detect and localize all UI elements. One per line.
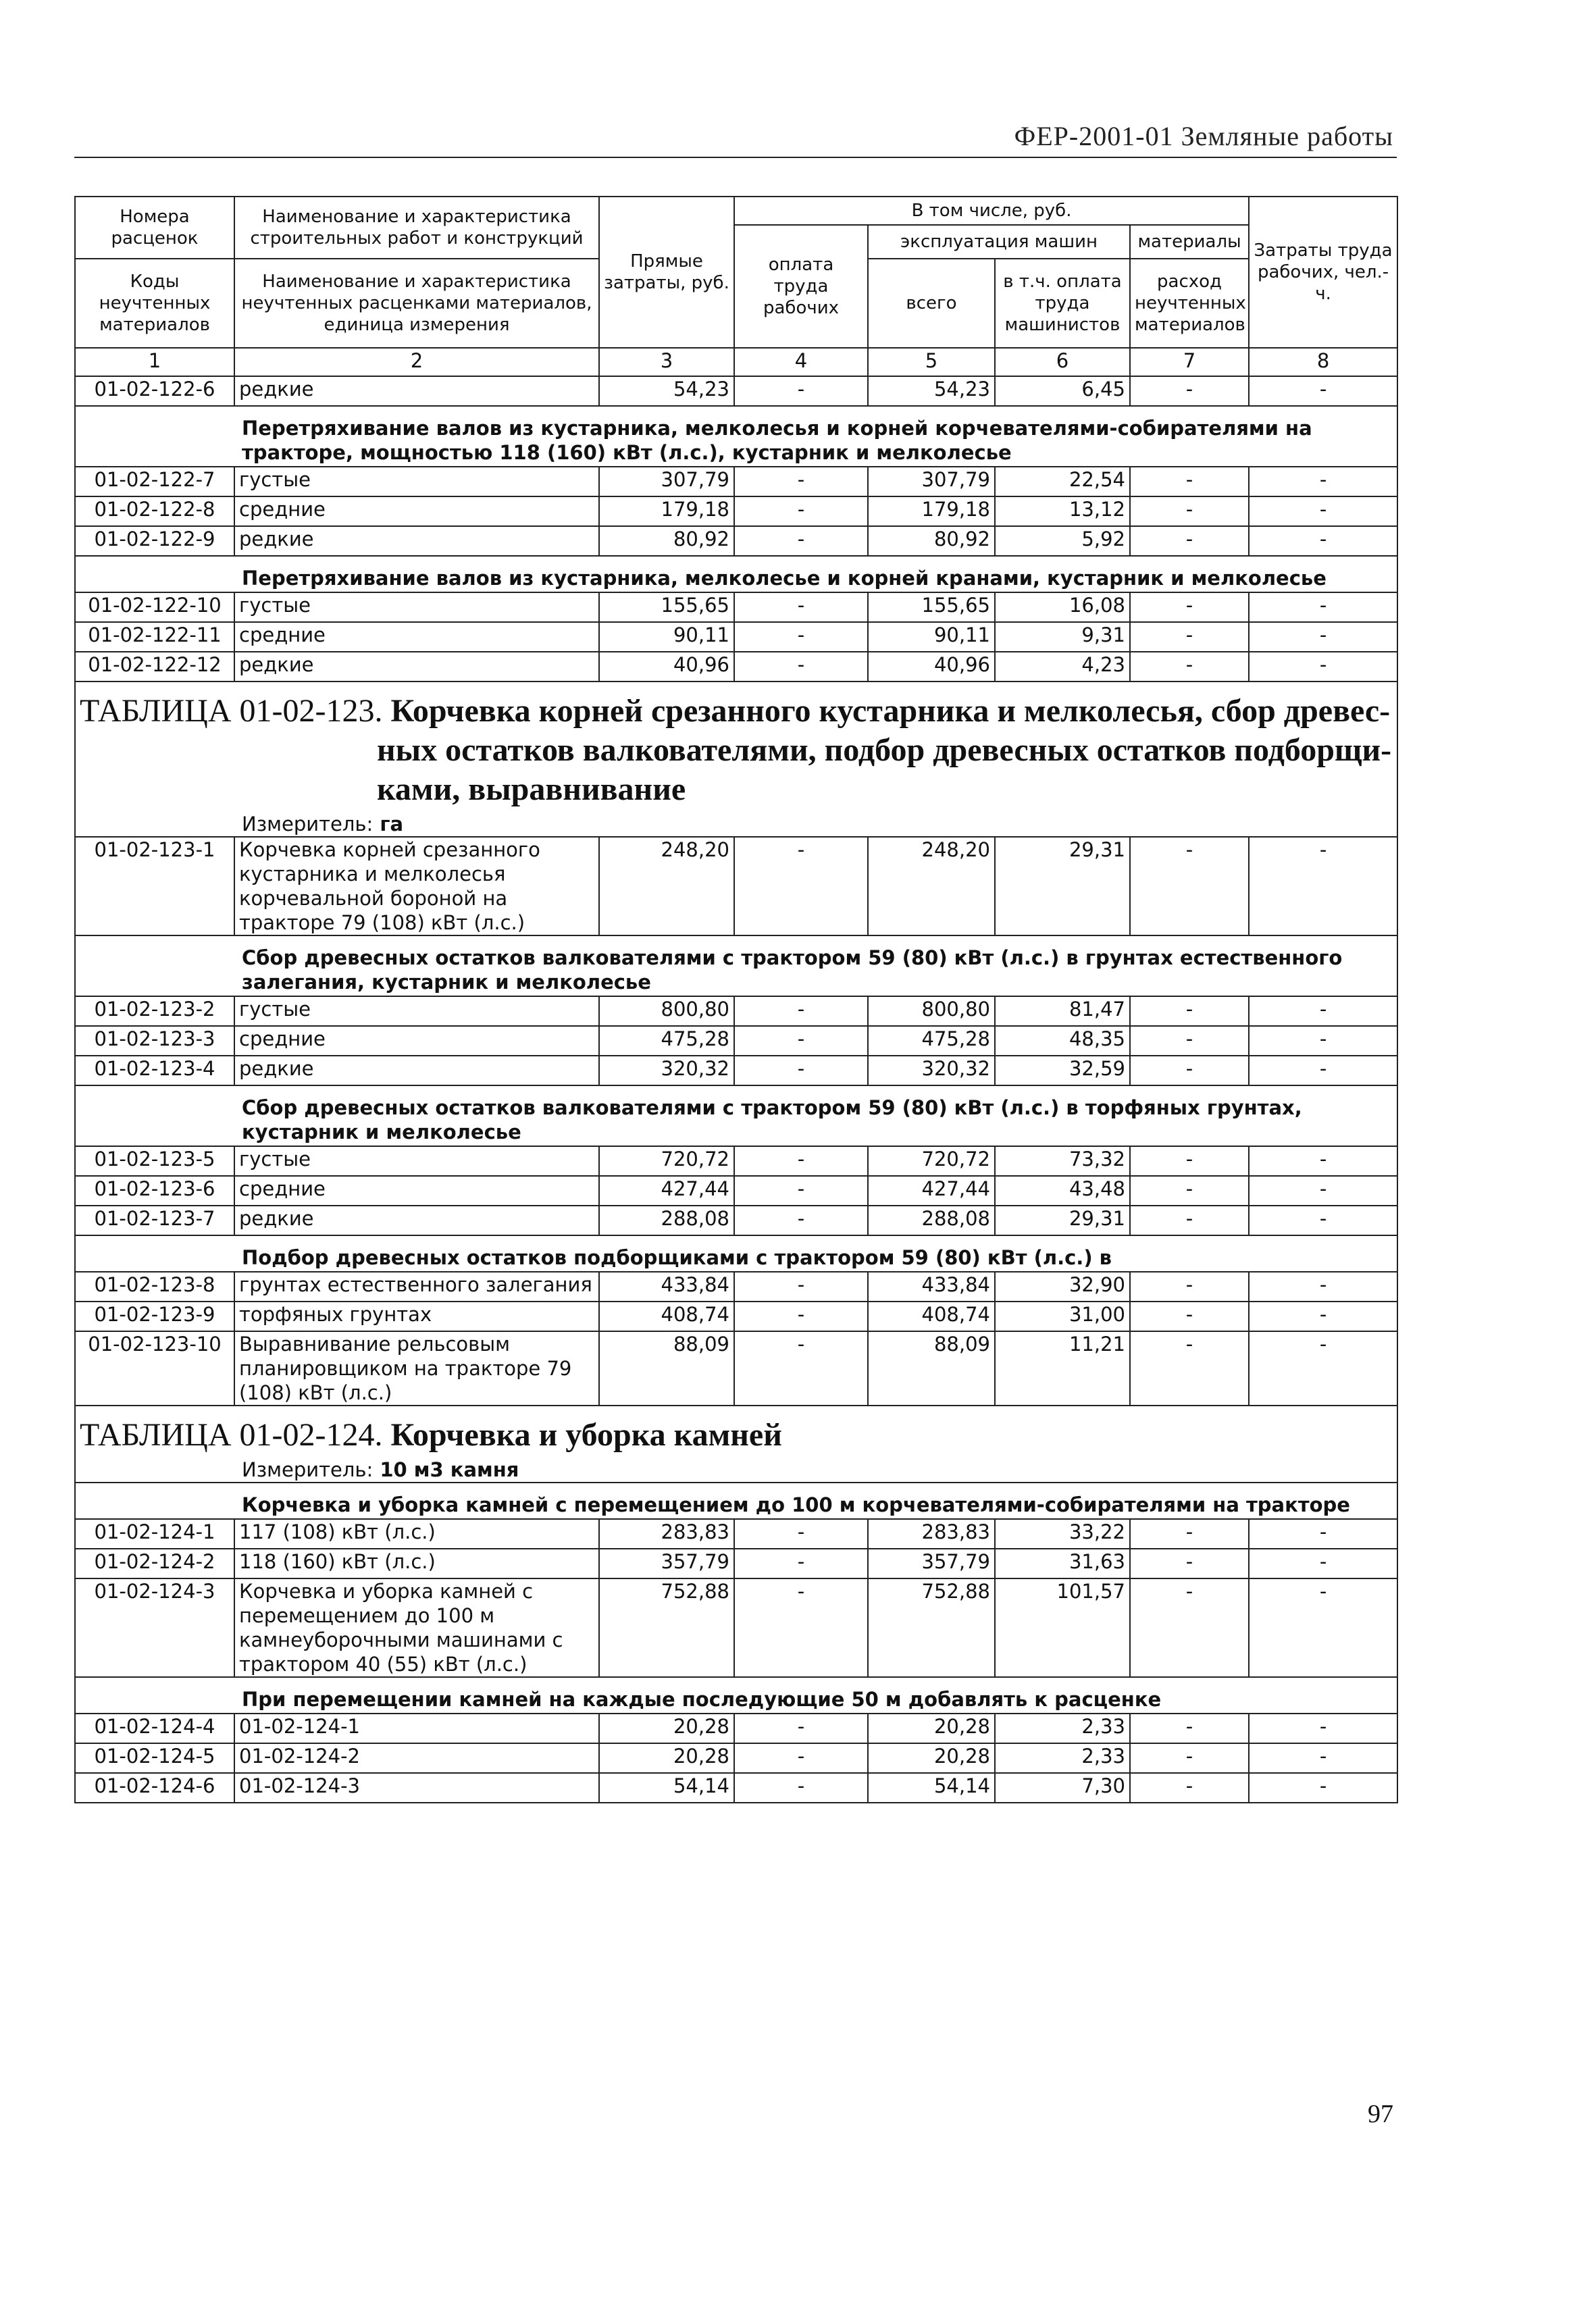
materials: - [1130, 1302, 1249, 1331]
group-title: Подбор древесных остатков подборщиками с трактором 59 (80) кВт (л.с.) в [242, 1246, 1112, 1269]
rate-code: 01-02-123-7 [75, 1206, 234, 1235]
machine-cost: 288,08 [868, 1206, 995, 1235]
labor-cost: - [734, 996, 868, 1026]
labor-hours: - [1249, 467, 1397, 496]
measure-unit [80, 809, 1393, 836]
rate-code: 01-02-122-8 [75, 496, 234, 526]
measure-value: 10 м3 камня [380, 1458, 519, 1481]
materials: - [1130, 1743, 1249, 1773]
labor-cost: - [734, 1578, 868, 1677]
labor-cost: - [734, 1331, 868, 1406]
direct-cost: 357,79 [599, 1549, 734, 1578]
machinist-labor: 16,08 [995, 592, 1130, 622]
group-title: Перетряхивание валов из кустарника, мелколесье и корней кранами, кустарник и мелколесье [242, 567, 1327, 590]
header-cell: Номера расценок [75, 197, 234, 259]
materials: - [1130, 1056, 1249, 1085]
materials: - [1130, 1272, 1249, 1302]
group-title: При перемещении камней на каждые последующие 50 м добавлять к расценке [242, 1688, 1162, 1711]
group-cell [75, 1235, 1397, 1272]
direct-cost: 720,72 [599, 1146, 734, 1176]
work-name: средние [234, 496, 599, 526]
table-row [75, 1743, 1397, 1773]
rate-code: 01-02-124-6 [75, 1773, 234, 1803]
materials: - [1130, 996, 1249, 1026]
rate-code: 01-02-122-9 [75, 526, 234, 556]
rate-code: 01-02-122-6 [75, 376, 234, 406]
materials: - [1130, 592, 1249, 622]
materials: - [1130, 1578, 1249, 1677]
labor-cost: - [734, 376, 868, 406]
table-row [75, 1714, 1397, 1743]
header-cell: оплата труда рабочих [734, 225, 868, 348]
table-row [75, 1331, 1397, 1406]
header-cell: Наименование и характеристика неучтенных расценками материалов, единица измерения [234, 259, 599, 348]
machinist-labor: 32,90 [995, 1272, 1130, 1302]
machine-cost: 88,09 [868, 1331, 995, 1406]
table-row [75, 1056, 1397, 1085]
materials: - [1130, 376, 1249, 406]
table-row [75, 376, 1397, 406]
table-label: ТАБЛИЦА [80, 1417, 232, 1453]
machine-cost: 20,28 [868, 1714, 995, 1743]
header-cell: Затраты труда рабочих, чел.-ч. [1249, 197, 1397, 348]
machine-cost: 427,44 [868, 1176, 995, 1206]
table-row [75, 652, 1397, 682]
machine-cost: 408,74 [868, 1302, 995, 1331]
labor-hours: - [1249, 1331, 1397, 1406]
column-number: 3 [599, 348, 734, 376]
labor-cost: - [734, 1206, 868, 1235]
materials: - [1130, 526, 1249, 556]
labor-hours: - [1249, 1578, 1397, 1677]
direct-cost: 752,88 [599, 1578, 734, 1677]
direct-cost: 20,28 [599, 1743, 734, 1773]
direct-cost: 179,18 [599, 496, 734, 526]
machinist-labor: 43,48 [995, 1176, 1130, 1206]
labor-hours: - [1249, 1206, 1397, 1235]
machine-cost: 155,65 [868, 592, 995, 622]
group-cell [75, 935, 1397, 996]
table-row [75, 996, 1397, 1026]
group-header-row [75, 1677, 1397, 1714]
table-row [75, 1519, 1397, 1549]
work-name: густые [234, 592, 599, 622]
work-name: 117 (108) кВт (л.с.) [234, 1519, 599, 1549]
labor-hours: - [1249, 526, 1397, 556]
machinist-labor: 73,32 [995, 1146, 1130, 1176]
machinist-labor: 11,21 [995, 1331, 1130, 1406]
direct-cost: 40,96 [599, 652, 734, 682]
group-cell [75, 1677, 1397, 1714]
direct-cost: 307,79 [599, 467, 734, 496]
table-row [75, 526, 1397, 556]
header-cell: Коды неучтенных материалов [75, 259, 234, 348]
materials: - [1130, 1773, 1249, 1803]
labor-hours: - [1249, 1773, 1397, 1803]
work-name: торфяных грунтах [234, 1302, 599, 1331]
labor-cost: - [734, 496, 868, 526]
labor-hours: - [1249, 1302, 1397, 1331]
machinist-labor: 31,00 [995, 1302, 1130, 1331]
machinist-labor: 33,22 [995, 1519, 1130, 1549]
table-title-row [75, 682, 1397, 837]
measure-label: Измеритель: [242, 813, 374, 835]
group-cell [75, 406, 1397, 467]
machine-cost: 80,92 [868, 526, 995, 556]
machinist-labor: 7,30 [995, 1773, 1130, 1803]
column-number: 8 [1249, 348, 1397, 376]
table-number: 01-02-124. [239, 1417, 383, 1453]
rate-code: 01-02-123-5 [75, 1146, 234, 1176]
group-title: Сбор древесных остатков валкователями с трактором 59 (80) кВт (л.с.) в торфяных грунтах, кустарник и мелколесье [242, 1096, 1302, 1143]
table-row [75, 1302, 1397, 1331]
rate-code: 01-02-124-1 [75, 1519, 234, 1549]
materials: - [1130, 467, 1249, 496]
table-row [75, 467, 1397, 496]
running-head: ФЕР-2001-01 Земляные работы [1014, 121, 1393, 151]
rate-code: 01-02-123-6 [75, 1176, 234, 1206]
machinist-labor: 101,57 [995, 1578, 1130, 1677]
labor-hours: - [1249, 837, 1397, 935]
machine-cost: 248,20 [868, 837, 995, 935]
header-cell: эксплуатация машин [868, 225, 1130, 259]
work-name: Корчевка и уборка камней с перемещением до 100 м камнеуборочными машинами с трактором 40 (55) кВт (л.с.) [234, 1578, 599, 1677]
machine-cost: 800,80 [868, 996, 995, 1026]
labor-cost: - [734, 622, 868, 652]
rates-table [74, 196, 1398, 1803]
labor-cost: - [734, 1026, 868, 1056]
machine-cost: 54,23 [868, 376, 995, 406]
work-name: Выравнивание рельсовым планировщиком на тракторе 79 (108) кВт (л.с.) [234, 1331, 599, 1406]
direct-cost: 427,44 [599, 1176, 734, 1206]
materials: - [1130, 1714, 1249, 1743]
machinist-labor: 32,59 [995, 1056, 1130, 1085]
labor-cost: - [734, 1146, 868, 1176]
labor-hours: - [1249, 1743, 1397, 1773]
labor-cost: - [734, 1056, 868, 1085]
labor-hours: - [1249, 652, 1397, 682]
direct-cost: 54,23 [599, 376, 734, 406]
group-cell [75, 1483, 1397, 1519]
direct-cost: 433,84 [599, 1272, 734, 1302]
machine-cost: 90,11 [868, 622, 995, 652]
machine-cost: 357,79 [868, 1549, 995, 1578]
materials: - [1130, 1519, 1249, 1549]
labor-cost: - [734, 1176, 868, 1206]
labor-hours: - [1249, 592, 1397, 622]
table-title [80, 682, 1393, 809]
table-row [75, 1026, 1397, 1056]
materials: - [1130, 1206, 1249, 1235]
labor-hours: - [1249, 1176, 1397, 1206]
table-title [80, 1406, 1393, 1455]
header-cell: В том числе, руб. [734, 197, 1249, 225]
table-title-line: ных остатков валкователями, подбор древесных остатков подборщи- [377, 732, 1392, 768]
table-title-line: ками, выравнивание [377, 771, 686, 807]
group-header-row [75, 406, 1397, 467]
table-row [75, 1206, 1397, 1235]
table-number: 01-02-123. [239, 693, 383, 729]
direct-cost: 90,11 [599, 622, 734, 652]
machine-cost: 307,79 [868, 467, 995, 496]
materials: - [1130, 1549, 1249, 1578]
machine-cost: 752,88 [868, 1578, 995, 1677]
machine-cost: 320,32 [868, 1056, 995, 1085]
column-number: 6 [995, 348, 1130, 376]
machinist-labor: 29,31 [995, 837, 1130, 935]
group-header-row [75, 935, 1397, 996]
work-name: редкие [234, 1056, 599, 1085]
machinist-labor: 13,12 [995, 496, 1130, 526]
group-cell [75, 556, 1397, 592]
column-number: 1 [75, 348, 234, 376]
group-header-row [75, 1085, 1397, 1146]
labor-cost: - [734, 1302, 868, 1331]
table-row [75, 837, 1397, 935]
machine-cost: 54,14 [868, 1773, 995, 1803]
machinist-labor: 9,31 [995, 622, 1130, 652]
rate-code: 01-02-122-10 [75, 592, 234, 622]
labor-cost: - [734, 592, 868, 622]
table-row [75, 1146, 1397, 1176]
rate-code: 01-02-123-4 [75, 1056, 234, 1085]
direct-cost: 248,20 [599, 837, 734, 935]
work-name: густые [234, 1146, 599, 1176]
column-number: 7 [1130, 348, 1249, 376]
work-name: 118 (160) кВт (л.с.) [234, 1549, 599, 1578]
header-cell: материалы [1130, 225, 1249, 259]
direct-cost: 20,28 [599, 1714, 734, 1743]
machinist-labor: 81,47 [995, 996, 1130, 1026]
rate-code: 01-02-123-3 [75, 1026, 234, 1056]
machine-cost: 283,83 [868, 1519, 995, 1549]
table-row [75, 1578, 1397, 1677]
work-name: редкие [234, 652, 599, 682]
materials: - [1130, 1146, 1249, 1176]
rate-code: 01-02-123-9 [75, 1302, 234, 1331]
page-number: 97 [1368, 2100, 1393, 2128]
work-name: 01-02-124-3 [234, 1773, 599, 1803]
direct-cost: 288,08 [599, 1206, 734, 1235]
table-label: ТАБЛИЦА [80, 693, 232, 729]
group-title: Корчевка и уборка камней с перемещением до 100 м корчевателями-собирателями на тракторе [242, 1493, 1350, 1516]
machinist-labor: 22,54 [995, 467, 1130, 496]
header-row-1 [75, 197, 1397, 225]
group-header-row [75, 1483, 1397, 1519]
rate-code: 01-02-124-3 [75, 1578, 234, 1677]
machinist-labor: 48,35 [995, 1026, 1130, 1056]
labor-hours: - [1249, 1026, 1397, 1056]
work-name: редкие [234, 1206, 599, 1235]
measure-unit [80, 1455, 1393, 1482]
labor-hours: - [1249, 496, 1397, 526]
machine-cost: 20,28 [868, 1743, 995, 1773]
direct-cost: 80,92 [599, 526, 734, 556]
column-number: 5 [868, 348, 995, 376]
rate-code: 01-02-124-5 [75, 1743, 234, 1773]
direct-cost: 283,83 [599, 1519, 734, 1549]
materials: - [1130, 1331, 1249, 1406]
rate-code: 01-02-123-2 [75, 996, 234, 1026]
table-title-cell [75, 682, 1397, 837]
labor-hours: - [1249, 1714, 1397, 1743]
table-row [75, 1773, 1397, 1803]
work-name: редкие [234, 376, 599, 406]
work-name: густые [234, 996, 599, 1026]
labor-cost: - [734, 1714, 868, 1743]
rate-code: 01-02-124-4 [75, 1714, 234, 1743]
table-row [75, 1272, 1397, 1302]
direct-cost: 88,09 [599, 1331, 734, 1406]
materials: - [1130, 652, 1249, 682]
table-row [75, 496, 1397, 526]
measure-label: Измеритель: [242, 1458, 374, 1481]
table-title-line: Корчевка корней срезанного кустарника и мелколесья, сбор древес- [390, 693, 1391, 729]
group-title: Перетряхивание валов из кустарника, мелколесья и корней корчевателями-собирателями на тракторе, мощностью 118 (160) кВт (л.с.), кустарник и мелколесье [242, 417, 1312, 464]
direct-cost: 408,74 [599, 1302, 734, 1331]
work-name: 01-02-124-1 [234, 1714, 599, 1743]
header-cell: Наименование и характеристика строительных работ и конструкций [234, 197, 599, 259]
machine-cost: 720,72 [868, 1146, 995, 1176]
labor-cost: - [734, 1773, 868, 1803]
rate-code: 01-02-122-12 [75, 652, 234, 682]
table-row [75, 1176, 1397, 1206]
labor-cost: - [734, 526, 868, 556]
table-title-line: Корчевка и уборка камней [390, 1417, 782, 1453]
work-name: 01-02-124-2 [234, 1743, 599, 1773]
materials: - [1130, 837, 1249, 935]
direct-cost: 155,65 [599, 592, 734, 622]
direct-cost: 54,14 [599, 1773, 734, 1803]
labor-cost: - [734, 1272, 868, 1302]
table-title-row [75, 1406, 1397, 1483]
column-number: 4 [734, 348, 868, 376]
labor-cost: - [734, 1549, 868, 1578]
labor-cost: - [734, 1743, 868, 1773]
table-row [75, 622, 1397, 652]
labor-hours: - [1249, 622, 1397, 652]
work-name: грунтах естественного залегания [234, 1272, 599, 1302]
table-row [75, 1549, 1397, 1578]
group-cell [75, 1085, 1397, 1146]
header-cell: в т.ч. оплата труда машинистов [995, 259, 1130, 348]
labor-hours: - [1249, 1272, 1397, 1302]
machinist-labor: 29,31 [995, 1206, 1130, 1235]
direct-cost: 475,28 [599, 1026, 734, 1056]
rate-code: 01-02-122-7 [75, 467, 234, 496]
direct-cost: 320,32 [599, 1056, 734, 1085]
column-numbers-row [75, 348, 1397, 376]
machine-cost: 40,96 [868, 652, 995, 682]
labor-hours: - [1249, 376, 1397, 406]
rate-code: 01-02-123-8 [75, 1272, 234, 1302]
work-name: густые [234, 467, 599, 496]
machinist-labor: 2,33 [995, 1743, 1130, 1773]
direct-cost: 800,80 [599, 996, 734, 1026]
header-cell: всего [868, 259, 995, 348]
labor-hours: - [1249, 996, 1397, 1026]
machine-cost: 475,28 [868, 1026, 995, 1056]
machine-cost: 179,18 [868, 496, 995, 526]
materials: - [1130, 1026, 1249, 1056]
labor-cost: - [734, 467, 868, 496]
rate-code: 01-02-124-2 [75, 1549, 234, 1578]
work-name: средние [234, 1026, 599, 1056]
rate-code: 01-02-123-10 [75, 1331, 234, 1406]
materials: - [1130, 496, 1249, 526]
materials: - [1130, 1176, 1249, 1206]
rate-code: 01-02-123-1 [75, 837, 234, 935]
labor-cost: - [734, 837, 868, 935]
labor-hours: - [1249, 1519, 1397, 1549]
labor-hours: - [1249, 1056, 1397, 1085]
work-name: Корчевка корней срезанного кустарника и мелколесья корчевальной бороной на тракторе 79 (108) кВт (л.с.) [234, 837, 599, 935]
machine-cost: 433,84 [868, 1272, 995, 1302]
machinist-labor: 31,63 [995, 1549, 1130, 1578]
labor-hours: - [1249, 1549, 1397, 1578]
table-title-cell [75, 1406, 1397, 1483]
machinist-labor: 4,23 [995, 652, 1130, 682]
header-cell: Прямые затраты, руб. [599, 197, 734, 348]
labor-cost: - [734, 1519, 868, 1549]
work-name: редкие [234, 526, 599, 556]
machinist-labor: 5,92 [995, 526, 1130, 556]
labor-hours: - [1249, 1146, 1397, 1176]
group-title: Сбор древесных остатков валкователями с трактором 59 (80) кВт (л.с.) в грунтах естественного залегания, кустарник и мелколесье [242, 946, 1343, 994]
labor-cost: - [734, 652, 868, 682]
materials: - [1130, 622, 1249, 652]
work-name: средние [234, 1176, 599, 1206]
header-cell: расход неучтенных материалов [1130, 259, 1249, 348]
machinist-labor: 6,45 [995, 376, 1130, 406]
group-header-row [75, 1235, 1397, 1272]
table-row [75, 592, 1397, 622]
rate-code: 01-02-122-11 [75, 622, 234, 652]
column-number: 2 [234, 348, 599, 376]
machinist-labor: 2,33 [995, 1714, 1130, 1743]
work-name: средние [234, 622, 599, 652]
measure-value: га [380, 813, 404, 835]
header-rule [74, 157, 1397, 158]
group-header-row [75, 556, 1397, 592]
